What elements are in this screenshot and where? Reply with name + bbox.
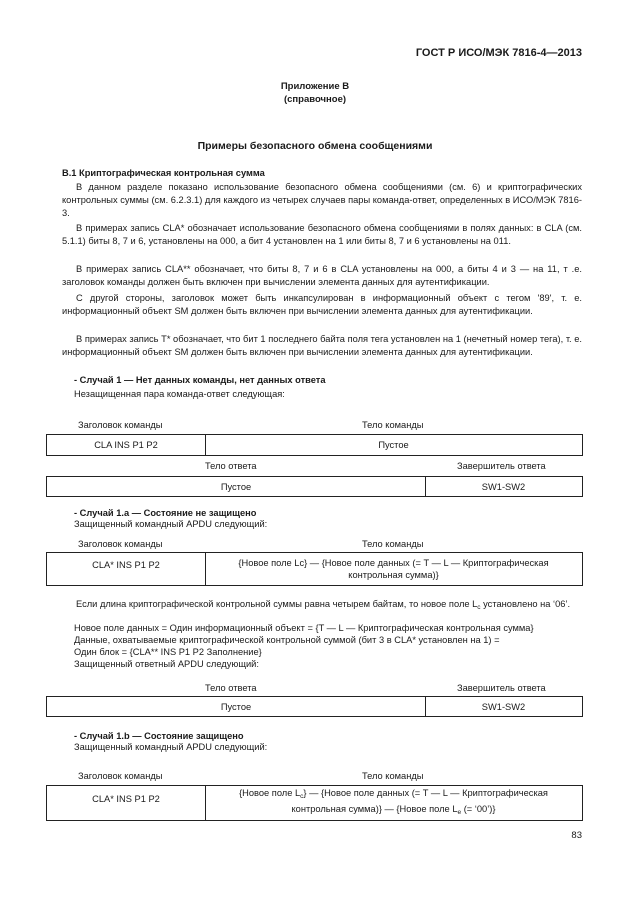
case1a-resp-trailer-cell: SW1-SW2 [481, 701, 526, 712]
case1b-cmd-body-cell [215, 786, 572, 820]
body-text: } — {Новое поле данных (= T — L — Криптографическая [303, 788, 548, 798]
body-text: (= ‘00’)} [461, 804, 496, 814]
case1-command-table [46, 434, 583, 456]
case1-resp-body-label: Тело ответа [205, 461, 257, 471]
section-title: Примеры безопасного обмена сообщениями [197, 140, 433, 152]
case1a-title: - Случай 1.a — Состояние не защищено [74, 508, 257, 518]
note-text-end: установлено на ‘06’. [480, 599, 571, 609]
case1a-resp-body-label: Тело ответа [205, 683, 257, 693]
page-number: 83 [571, 830, 582, 841]
annex-subtitle: (справочное) [283, 94, 347, 105]
case1-cmd-header-cell: CLA INS P1 P2 [94, 440, 158, 450]
b1-paragraph-3: В примерах запись CLA** обозначает, что биты 8, 7 и 6 в CLA установлены на 000, а биты 4 и 3 — на 11, т .е. заголовок команды должен быть включен при вычислении элемента данных для аутентификации. [62, 264, 582, 288]
body-text: {Новое поле L [239, 788, 301, 798]
b1-heading: В.1 Криптографическая контрольная сумма [62, 168, 265, 178]
case1-cmd-body-cell: Пустое [378, 440, 409, 450]
b1-paragraph-2: В примерах запись CLA* обозначает использование безопасного обмена сообщениями в полях данных: в CLA (см. 5.1.1) биты 8, 7 и 6, установлены на 000, а бит 4 установлен на 1 или биты 8, 7 и 6 установлены на 011. [62, 223, 582, 247]
case1a-line-2: Данные, охватываемые криптографической контрольной суммой (бит 3 в CLA* установлен на 1) = [74, 635, 500, 645]
case1a-response-table [46, 696, 583, 717]
case1b-cmd-header-cell: CLA* INS P1 P2 [92, 794, 160, 804]
case1b-body-line-2 [292, 803, 496, 819]
case1a-cmd-header-label: Заголовок команды [78, 539, 163, 549]
case1-title: - Случай 1 — Нет данных команды, нет данных ответа [74, 375, 326, 385]
case1-resp-body-cell: Пустое [220, 481, 252, 492]
case1a-resp-body-cell: Пустое [220, 701, 252, 712]
note-text: Если длина криптографической контрольной суммы равна четырем байтам, то новое поле L [76, 599, 478, 609]
case1-cmd-header-label: Заголовок команды [78, 420, 163, 430]
table-divider [205, 553, 206, 585]
case1-response-table [46, 476, 583, 497]
case1b-cmd-body-label: Тело команды [362, 771, 424, 781]
annex-title: Приложение В [280, 81, 350, 92]
b1-paragraph-4: С другой стороны, заголовок может быть инкапсулирован в информационный объект с тегом '89', т. е. информационный объект SM должен быть включен при вычислении элемента данных для аутентификации. [62, 293, 582, 317]
case1a-line-3: Один блок = {CLA** INS P1 P2 Заполнение} [74, 647, 262, 657]
case1a-note [62, 598, 582, 614]
case1a-cmd-body-cell: {Новое поле Lc} — {Новое поле данных (= T — L — Криптографическая контрольная сумма)} [238, 558, 549, 580]
case1a-cmd-header-cell: CLA* INS P1 P2 [92, 560, 160, 570]
case1a-resp-trailer-label: Завершитель ответа [457, 683, 546, 693]
case1-cmd-body-label: Тело команды [362, 420, 424, 430]
case1a-line-1: Новое поле данных = Один информационный объект = {T — L — Криптографическая контрольная сумма} [74, 623, 534, 633]
case1b-cmd-header-label: Заголовок команды [78, 771, 163, 781]
b1-paragraph-1: В данном разделе показано использование безопасного обмена сообщениями (см. 6) и криптографических контрольных суммы (см. 6.2.3.1) для каждого из четырех случаев пары команда-ответ, определенных в ИСО/МЭК 7816-3. [62, 182, 582, 219]
case1-resp-trailer-cell: SW1-SW2 [481, 481, 526, 492]
body-subscript: e [457, 809, 462, 816]
case1b-command-table [46, 785, 583, 821]
case1b-intro: Защищенный командный APDU следующий: [74, 742, 268, 752]
case1a-cmd-body-label: Тело команды [362, 539, 424, 549]
case1a-command-table [46, 552, 583, 586]
case1a-intro: Защищенный командный APDU следующий: [74, 519, 268, 529]
b1-paragraph-5: В примерах запись T* обозначает, что бит 1 последнего байта поля тега установлен на 1 (нечетный номер тега), т. е. информационный объект SM должен быть включен при вычислении элемента данных для аутентификации. [62, 334, 582, 358]
note-subscript: c [477, 604, 481, 611]
case1b-title: - Случай 1.b — Состояние защищено [74, 731, 244, 741]
body-text: контрольная сумма)} — {Новое поле L [291, 804, 458, 814]
standard-header: ГОСТ Р ИСО/МЭК 7816-4—2013 [415, 47, 582, 59]
case1-intro: Незащищенная пара команда-ответ следующая: [74, 389, 285, 399]
case1-resp-trailer-label: Завершитель ответа [457, 461, 546, 471]
case1a-line-4: Защищенный ответный APDU следующий: [74, 659, 259, 669]
body-subscript: c [300, 793, 304, 800]
table-divider [205, 786, 206, 820]
case1b-body-line-1 [239, 787, 548, 803]
